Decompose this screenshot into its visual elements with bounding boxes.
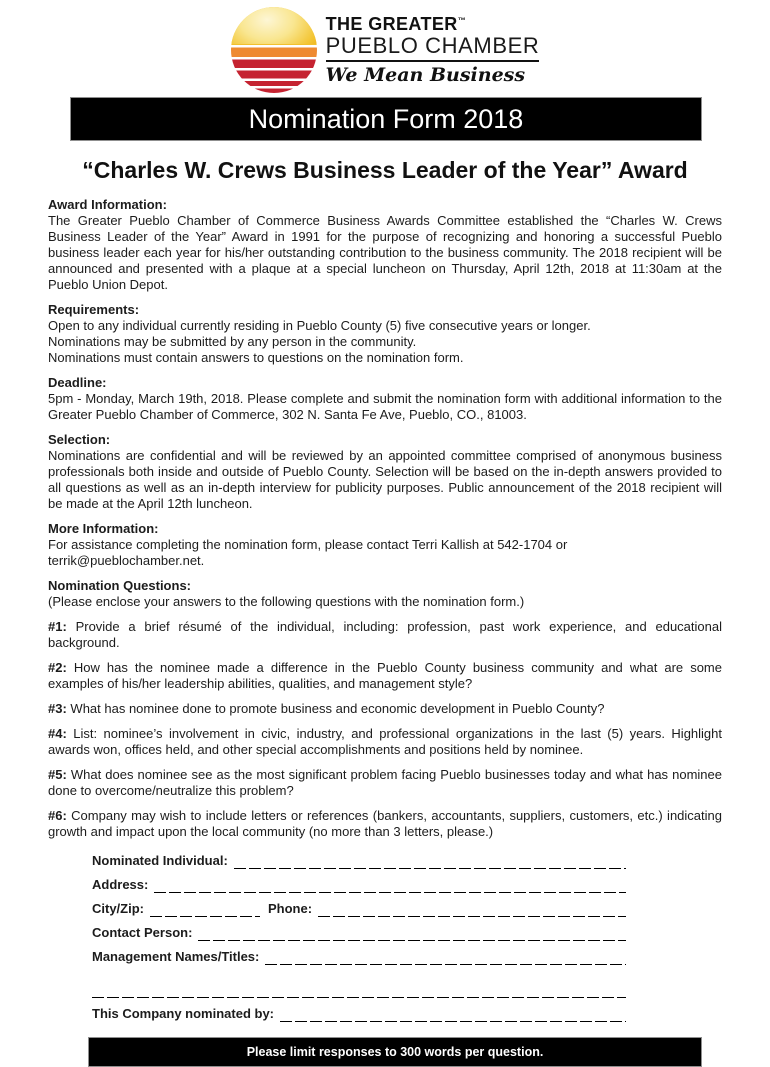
- address-field[interactable]: [154, 879, 626, 893]
- question-5-text: What does nominee see as the most significant problem facing Pueblo businesses today and what has nominee done to overcome/neutralize this problem?: [48, 767, 722, 798]
- more-information-heading: More Information:: [48, 521, 159, 536]
- word-limit-banner: Please limit responses to 300 words per question.: [88, 1037, 702, 1067]
- more-information-text: For assistance completing the nomination form, please contact Terri Kallish at 542-1704 or terrik@pueblochamber.net.: [48, 537, 568, 568]
- nominated-individual-label: Nominated Individual:: [92, 853, 228, 868]
- section-more-information: [48, 521, 722, 569]
- management-names-continuation-field[interactable]: [92, 984, 626, 998]
- section-requirements: [48, 302, 722, 366]
- question-4: [48, 726, 722, 758]
- question-1: [48, 619, 722, 651]
- requirements-line-3: Nominations must contain answers to questions on the nomination form.: [48, 350, 464, 365]
- phone-field[interactable]: [318, 903, 626, 917]
- question-3-number: #3:: [48, 701, 67, 716]
- question-6-number: #6:: [48, 808, 67, 823]
- management-names-label: Management Names/Titles:: [92, 949, 260, 964]
- nomination-questions-note: (Please enclose your answers to the following questions with the nomination form.): [48, 594, 525, 609]
- question-4-text: List: nominee’s involvement in civic, industry, and professional organizations in the last (5) years. Highlight awards won, offices held, and other special accomplishments and positions held by nominee.: [48, 726, 722, 757]
- question-1-text: Provide a brief résumé of the individual, including: profession, past work experience, and educational background.: [48, 619, 722, 650]
- award-information-heading: Award Information:: [48, 197, 167, 212]
- section-nomination-questions: [48, 578, 722, 610]
- city-zip-phone-row: [92, 901, 626, 917]
- question-5-number: #5:: [48, 767, 67, 782]
- nominated-individual-row: [92, 853, 626, 869]
- question-5: [48, 767, 722, 799]
- deadline-text: 5pm - Monday, March 19th, 2018. Please complete and submit the nomination form with additional information to the Greater Pueblo Chamber of Commerce, 302 N. Santa Fe Ave, Pueblo, CO., 81003.: [48, 391, 722, 422]
- management-names-field[interactable]: [265, 951, 626, 965]
- logo-line1-text: THE GREATER: [325, 13, 458, 34]
- question-2-number: #2:: [48, 660, 67, 675]
- company-nominated-by-row: [92, 1006, 626, 1022]
- management-names-continuation-row: [92, 982, 626, 998]
- sun-sphere-logo-icon: [231, 7, 317, 93]
- section-award-information: [48, 197, 722, 293]
- address-label: Address:: [92, 877, 149, 892]
- question-1-number: #1:: [48, 619, 67, 634]
- question-3: [48, 701, 722, 717]
- question-4-number: #4:: [48, 726, 67, 741]
- form-body: [48, 197, 722, 1022]
- nomination-questions-heading: Nomination Questions:: [48, 578, 191, 593]
- logo-tagline: We Mean Business: [325, 63, 526, 86]
- sphere-highlight: [231, 7, 317, 45]
- selection-heading: Selection:: [48, 432, 111, 447]
- nominee-details-form: [92, 853, 626, 1022]
- city-zip-label: City/Zip:: [92, 901, 144, 916]
- question-2: [48, 660, 722, 692]
- logo-line1: [326, 15, 540, 33]
- contact-person-label: Contact Person:: [92, 925, 193, 940]
- logo-text: [326, 15, 540, 85]
- company-nominated-by-label: This Company nominated by:: [92, 1006, 275, 1021]
- requirements-line-2: Nominations may be submitted by any person in the community.: [48, 334, 417, 349]
- section-selection: [48, 432, 722, 512]
- selection-text: Nominations are confidential and will be reviewed by an appointed committee comprised of anonymous business professionals both inside and outside of Pueblo County. Selection will be based on the in-depth answers provided to all questions as well as an in-depth interview for publicity purposes. Public announcement of the 2018 recipient will be made at the April 12th luncheon.: [48, 448, 722, 511]
- city-zip-field[interactable]: [150, 903, 260, 917]
- contact-person-row: [92, 925, 626, 941]
- question-6-text: Company may wish to include letters or references (bankers, accountants, suppliers, customers, etc.) indicating growth and impact upon the local community (no more than 3 letters, please.): [48, 808, 722, 839]
- question-2-text: How has the nominee made a difference in the Pueblo County business community and what are some examples of his/her leadership abilities, qualities, and management style?: [48, 660, 722, 691]
- phone-label: Phone:: [268, 901, 313, 916]
- section-deadline: [48, 375, 722, 423]
- deadline-heading: Deadline:: [48, 375, 107, 390]
- address-row: [92, 877, 626, 893]
- nominated-individual-field[interactable]: [234, 855, 626, 869]
- award-information-text: The Greater Pueblo Chamber of Commerce Business Awards Committee established the “Charles W. Crews Business Leader of the Year” Award in 1991 for the purpose of recognizing and honoring a successful Pueblo business leader each year for his/her outstanding contribution to the business community. The 2018 recipient will be announced and presented with a plaque at a special luncheon on Thursday, April 12th, 2018 at 11:30am at the Pueblo Union Depot.: [48, 213, 722, 292]
- award-title: “Charles W. Crews Business Leader of the Year” Award: [82, 157, 688, 183]
- question-3-text: What has nominee done to promote business and economic development in Pueblo County?: [70, 701, 605, 716]
- contact-person-field[interactable]: [198, 927, 626, 941]
- trademark-symbol: ™: [457, 15, 466, 25]
- requirements-line-1: Open to any individual currently residing in Pueblo County (5) five consecutive years or longer.: [48, 318, 591, 333]
- company-nominated-by-field[interactable]: [280, 1008, 626, 1022]
- form-title-banner: Nomination Form 2018: [70, 97, 702, 141]
- requirements-heading: Requirements:: [48, 302, 140, 317]
- chamber-logo: [48, 0, 722, 92]
- question-6: [48, 808, 722, 840]
- logo-line2: PUEBLO CHAMBER: [326, 33, 540, 62]
- management-names-row: [92, 949, 626, 965]
